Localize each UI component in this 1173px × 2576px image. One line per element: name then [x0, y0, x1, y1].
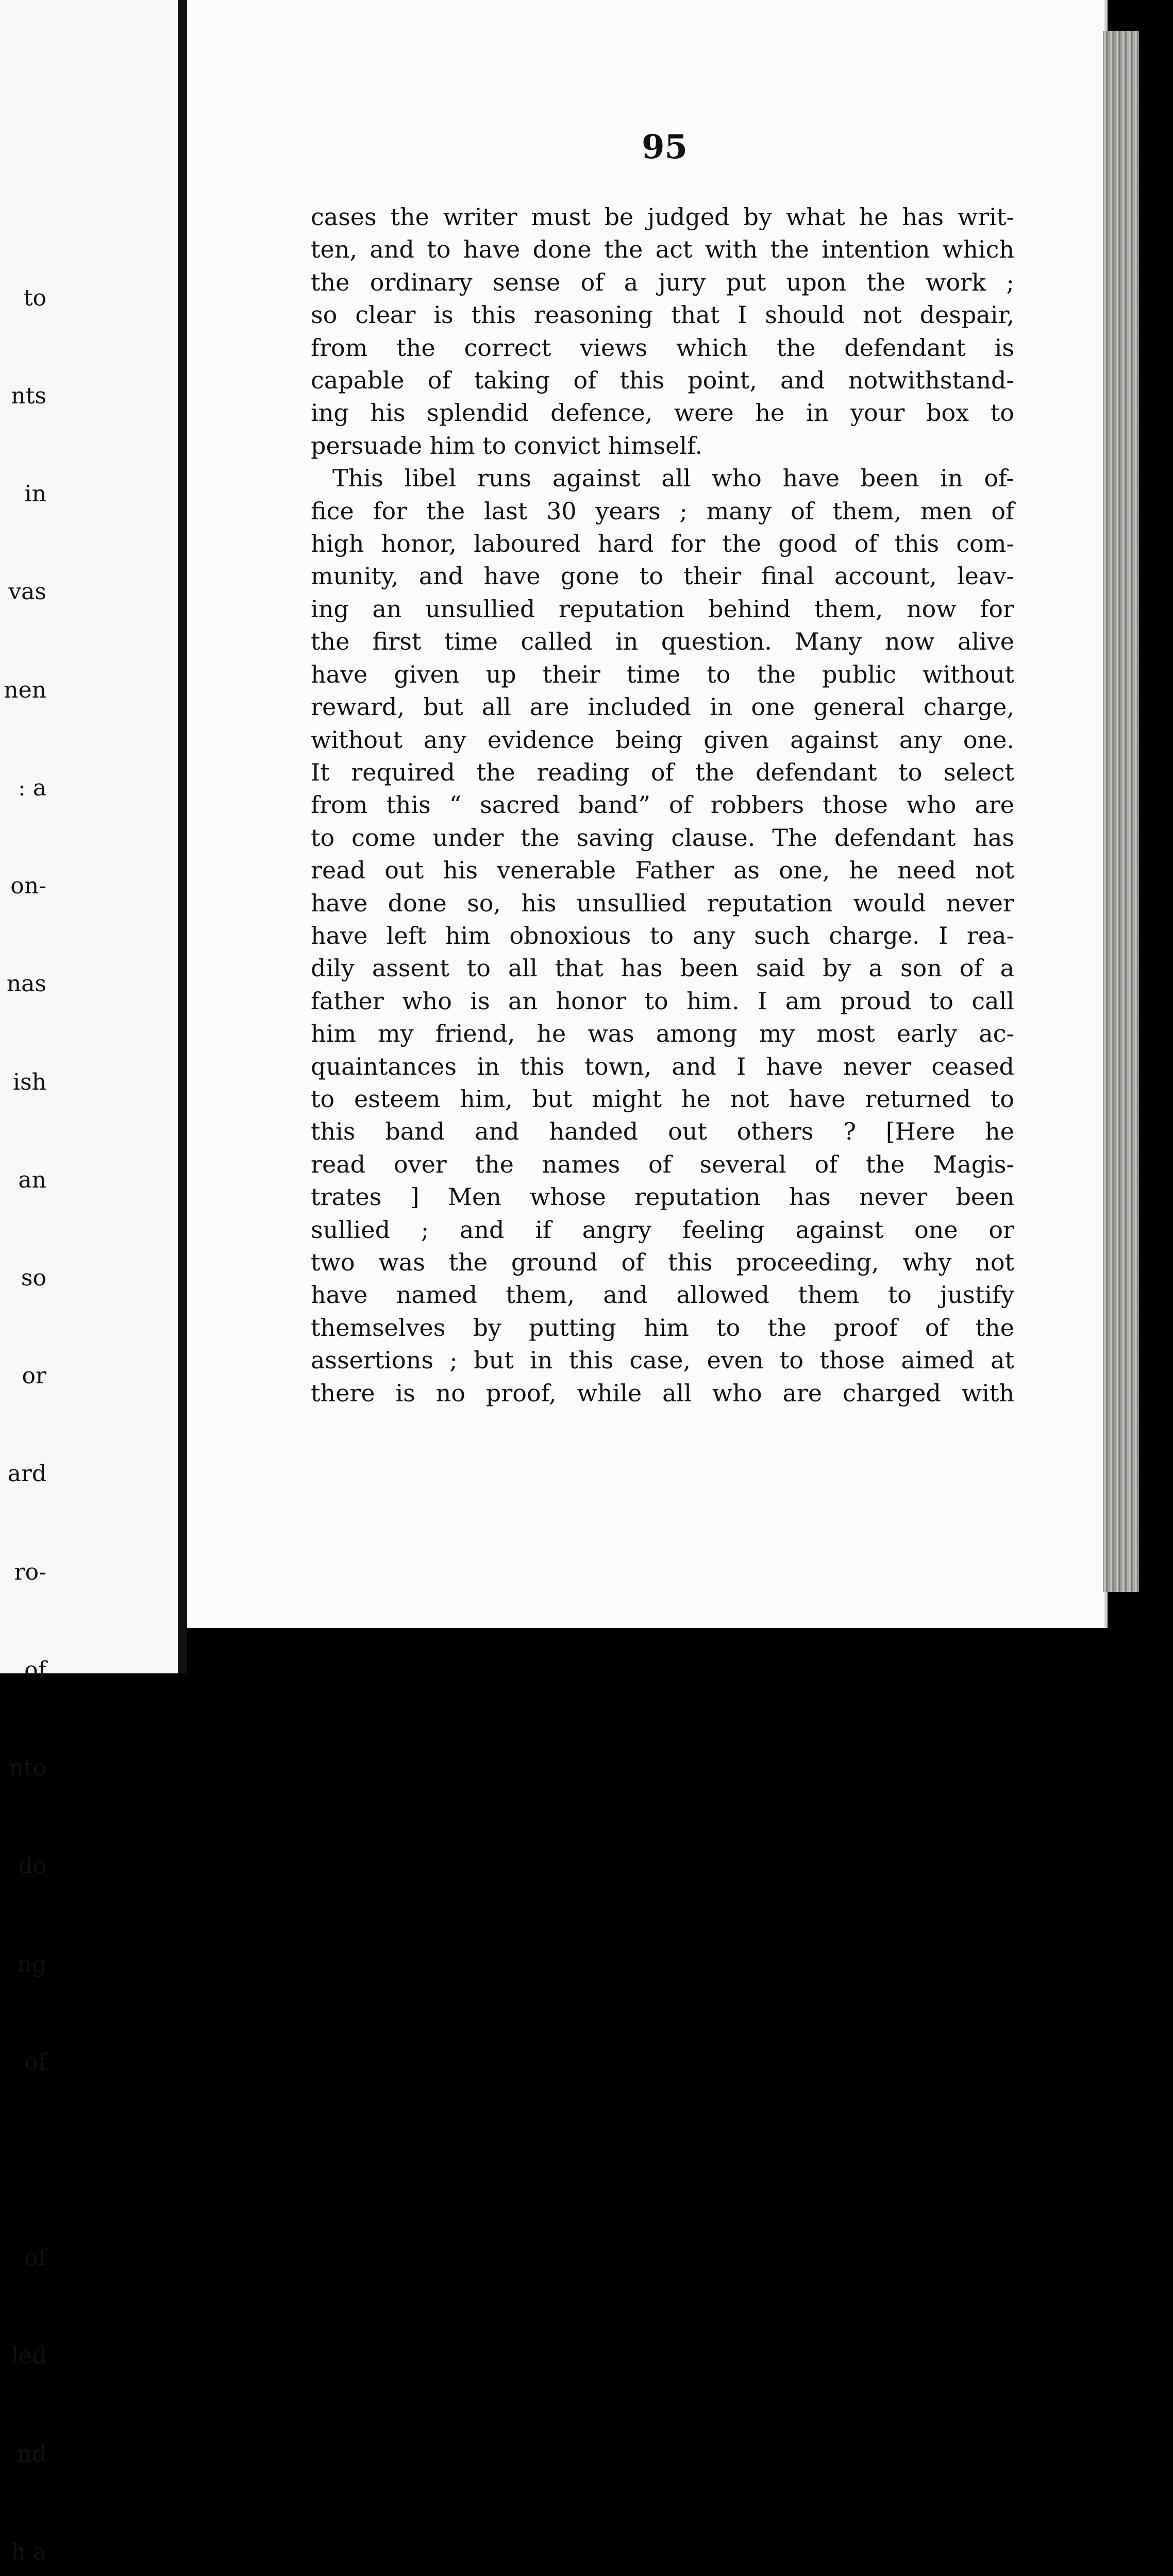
left-fragment-gap [0, 2144, 46, 2176]
left-fragment: of [24, 1656, 46, 1683]
text-line: sullied ; and if angry feeling against one or [311, 1215, 1014, 1244]
text-line: read out his venerable Father as one, he need not [311, 856, 1014, 885]
text-line: ing an unsullied reputation behind them, now for [311, 595, 1014, 623]
text-line: themselves by putting him to the proof of the [311, 1313, 1014, 1342]
left-fragment: an [18, 1166, 46, 1193]
left-fragment: nas [6, 971, 46, 997]
text-line: dily assent to all that has been said by a son of a [311, 954, 1014, 982]
left-fragment: ng [17, 1951, 46, 1977]
left-fragment: of [24, 2048, 46, 2075]
text-line: have given up their time to the public without [311, 660, 1014, 688]
left-page-fragments [0, 216, 46, 2576]
text-line: trates ] Men whose reputation has never been [311, 1183, 1014, 1211]
left-fragment: nen [4, 676, 46, 703]
text-line: It required the reading of the defendant to select [311, 758, 1014, 786]
text-line: two was the ground of this proceeding, why not [311, 1248, 1014, 1276]
text-line: this band and handed out others ? [Here he [311, 1117, 1014, 1146]
left-fragment: ard [7, 1461, 46, 1487]
left-fragment: or [22, 1363, 46, 1389]
left-fragment: : a [18, 774, 46, 801]
text-line: ing his splendid defence, were he in your box to [311, 399, 1014, 427]
text-line: cases the writer must be judged by what he has writ- [311, 203, 1014, 231]
text-line: assertions ; but in this case, even to those aimed at [311, 1346, 1014, 1375]
text-line: persuade him to convict himself. [311, 431, 703, 460]
text-line: without any evidence being given against any one. [311, 725, 1014, 754]
text-line: fice for the last 30 years ; many of them, men of [311, 497, 1014, 525]
text-line: quaintances in this town, and I have never ceased [311, 1052, 1014, 1080]
text-line: have named them, and allowed them to justify [311, 1281, 1014, 1309]
text-line: from the correct views which the defendant is [311, 333, 1014, 362]
left-fragment: nto [9, 1755, 46, 1782]
text-line: high honor, laboured hard for the good of this com- [311, 530, 1014, 558]
left-fragment: do [18, 1853, 46, 1879]
left-fragment: vas [8, 579, 46, 605]
left-fragment: led [11, 2343, 46, 2369]
text-line: ten, and to have done the act with the intention which [311, 235, 1014, 264]
book-gutter [178, 0, 187, 1673]
text-line: This libel runs against all who have been in of- [332, 464, 1014, 493]
text-line: to come under the saving clause. The defendant has [311, 823, 1014, 852]
left-fragment: in [24, 481, 46, 507]
left-fragment: ro- [14, 1558, 46, 1585]
left-fragment: to [23, 284, 46, 311]
text-line: munity, and have gone to their final account, leav- [311, 562, 1014, 590]
left-fragment: on- [10, 873, 46, 900]
text-line: capable of taking of this point, and notwithstand- [311, 366, 1014, 395]
left-fragment: h a [11, 2538, 46, 2565]
text-line: from this “ sacred band” of robbers those who are [311, 791, 1014, 819]
text-line: so clear is this reasoning that I should not despair, [311, 301, 1014, 329]
left-fragment: nd [17, 2441, 46, 2467]
text-line: to esteem him, but might he not have returned to [311, 1084, 1014, 1113]
left-fragment: so [21, 1265, 46, 1291]
text-line: there is no proof, while all who are charged with [311, 1379, 1014, 1407]
text-line: have done so, his unsullied reputation would never [311, 889, 1014, 917]
page-stack-edge [1103, 31, 1139, 1592]
text-line: the ordinary sense of a jury put upon the work ; [311, 268, 1014, 296]
text-line: father who is an honor to him. I am proud to call [311, 987, 1014, 1015]
text-line: read over the names of several of the Magis- [311, 1150, 1014, 1178]
left-fragment: ish [13, 1069, 46, 1095]
left-fragment: of [24, 2245, 46, 2272]
body-text [311, 201, 1014, 1410]
text-line: him my friend, he was among my most early ac- [311, 1020, 1014, 1048]
page-number: 95 [642, 128, 688, 166]
text-line: the first time called in question. Many now alive [311, 628, 1014, 656]
left-page [0, 0, 178, 2565]
text-line: reward, but all are included in one general charge, [311, 693, 1014, 721]
left-fragment: nts [11, 383, 46, 410]
text-line: have left him obnoxious to any such charge. I rea- [311, 921, 1014, 950]
